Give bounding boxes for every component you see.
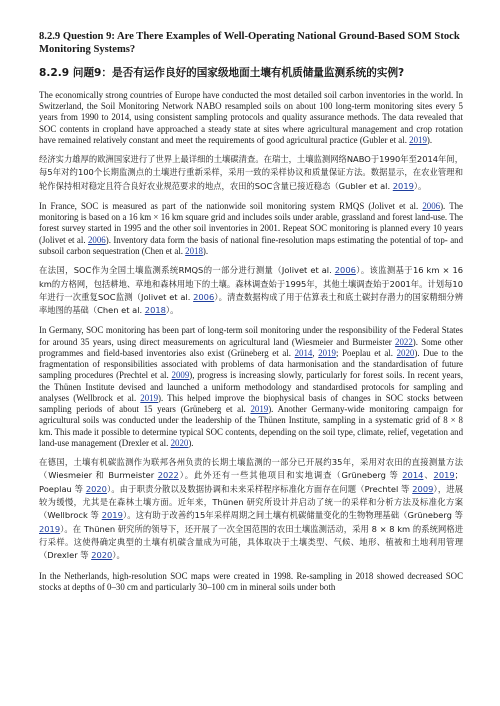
citation-link[interactable]: 2009 xyxy=(171,370,190,381)
paragraph-text: ). Due to the fragmentation of responsibilities associated with problems of data harmonisation and the standardisation of future sampling procedures (Prechtel et al. xyxy=(39,347,463,381)
paragraph-text: ). Some other programmes and field-based inventories also exist (Grüneberg et al. xyxy=(39,336,463,358)
section-heading-chinese: 8.2.9 问题9：是否有运作良好的国家级地面土壤有机质储量监测系统的实例? xyxy=(39,66,405,79)
paragraph-text: 经济实力雄厚的欧洲国家进行了世界上最详细的土壤碳清查。在瑞士，土壤监测网络NABO于1990年至2014年间，每5年对约100个长期监测点的土壤进行重新采样，采用一致的采样协议和质量保证方法。数据显示，在农业管理和轮作保持相对稳定且符合良好农业规范要求的地点，农田的SOC含量已接近稳态（Gubler et al. xyxy=(39,154,463,191)
citation-link[interactable]: 2014 xyxy=(294,347,313,358)
citation-link[interactable]: 2020 xyxy=(85,483,107,494)
paragraph-france-en xyxy=(39,201,463,257)
citation-link[interactable]: 2020 xyxy=(91,550,113,561)
paragraph-france-zh xyxy=(39,264,463,317)
citation-link[interactable]: 2018 xyxy=(144,305,166,316)
citation-link[interactable]: 2006 xyxy=(422,200,441,211)
paragraph-text: ). Another Germany-wide monitoring campaign for agricultural soils was conducted under the leadership of the Thünen Institute, sampling in a systematic grid of 8 × 8 km. This made it possible to determine typical SOC contents, depending on the soil type, climate, relief, vegetation and land-use management (Drexler et al. xyxy=(39,404,464,448)
paragraph-text: In Germany, SOC monitoring has been part of long-term soil monitoring under the responsibility of the Federal States for around 35 years, using direct measurements on agricultural land (Wiesmeier and Burmeister xyxy=(39,325,463,347)
paragraph-germany-en xyxy=(39,325,463,449)
paragraph-text: ）。在 Thünen 研究所的领导下，还开展了一次全国范围的农田土壤监测活动，采用 8 × 8 km 的系统网格进行采样。这使得确定典型的土壤有机碳含量成为可能，具体取决于土壤类型、气候、地形、植被和土地利用管理（Drexler 等 xyxy=(39,523,463,561)
section-heading-english: 8.2.9 Question 9: Are There Examples of Well-Operating National Ground-Based SOM Stock Monitoring Systems? xyxy=(39,31,460,56)
paragraph-text: ). xyxy=(202,245,209,256)
citation-link[interactable]: 2019 xyxy=(39,523,61,534)
citation-link[interactable]: 2022 xyxy=(395,336,413,347)
paragraph-text: ）。 xyxy=(413,180,427,191)
paragraph-text: ). This helped improve the biophysical basis of changes in SOC stocks between sampling periods of about 15 years (Grüneberg et al. xyxy=(39,392,463,415)
citation-link[interactable]: 2019 xyxy=(250,404,269,415)
paragraph-text: ）。由于职责分散以及数据协调和未来采样程序标准化方面存在问题（Prechtel 等 xyxy=(106,483,413,494)
citation-link[interactable]: 2019 xyxy=(101,510,123,521)
citation-link[interactable]: 2018 xyxy=(185,245,203,256)
paragraph-text: In the Netherlands, high-resolution SOC maps were created in 1998. Re-sampling in 2018 showed decreased SOC stocks at depths of 0–30 cm and particularly 30–100 cm in mineral soils under both xyxy=(39,570,463,592)
paragraph-text: ; Poeplau et al. xyxy=(335,347,397,358)
citation-link[interactable]: 2009 xyxy=(412,483,434,494)
paragraph-switzerland-en xyxy=(39,90,463,146)
paragraph-germany-zh xyxy=(39,456,463,562)
paragraph-text: ）。清查数据构成了用于估算表土和底土碳封存潜力的国家精细分辨率地图的基础（Chen et al. xyxy=(39,291,463,316)
paragraph-text: , xyxy=(312,347,319,358)
paragraph-text: ）。 xyxy=(165,305,179,316)
citation-link[interactable]: 2019 xyxy=(433,470,455,481)
paragraph-text: 、 xyxy=(423,470,434,481)
citation-link[interactable]: 2020 xyxy=(170,437,189,448)
paragraph-text: ）。 xyxy=(112,550,125,561)
paragraph-text: 在法国，SOC作为全国土壤监测系统RMQS的一部分进行测量（Jolivet et al. xyxy=(39,265,335,276)
paragraph-text: ). The monitoring is based on a 16 km × 16 km square grid and includes soils under arable, grassland and forest land-use. The forest survey started in 1995 and the other soil inventories in 2001. Repeat SOC monitoring is planned every 10 years (Jolivet et al. xyxy=(39,200,463,245)
paragraph-text: ). Inventory data form the basis of national fine-resolution maps estimating the potential of top- and subsoil carbon sequestration (Chen et al. xyxy=(39,234,464,256)
paragraph-text: The economically strong countries of Europe have conducted the most detailed soil carbon inventories in the world. In Switzerland, the Soil Monitoring Network NABO resampled soils on about 100 long-term monitoring sites every 5 years from 1990 to 2014, using consistent sampling protocols and quality assurance methods. The data revealed that SOC contents in cropland have approached a steady state at sites where agricultural management and crop rotation have remained relatively constant and meet the requirements of good agricultural practice (Gubler et al. xyxy=(39,89,463,145)
paragraph-text: 在德国，土壤有机碳监测作为联邦各州负责的长期土壤监测的一部分已开展约35年，采用对农田的直接测量方法（Wiesmeier 和 Burmeister xyxy=(39,457,463,481)
citation-link[interactable]: 2020 xyxy=(396,347,415,358)
paragraph-text: ). xyxy=(188,437,194,448)
citation-link[interactable]: 2014 xyxy=(402,470,424,481)
citation-link[interactable]: 2019 xyxy=(392,180,414,191)
citation-link[interactable]: 2006 xyxy=(193,291,215,302)
citation-link[interactable]: 2022 xyxy=(157,470,179,481)
citation-link[interactable]: 2006 xyxy=(87,234,106,245)
paragraph-text: ), progress is increasing slowly, particularly for forest soils. In recent years, the Thünen Institute devised and launched a uniform methodology and standardised protocols for sampling and analyses (Wellbrock et al. xyxy=(39,370,463,403)
paragraph-netherlands-en xyxy=(39,571,463,594)
paragraph-text: ）。这有助于改善约15年采样周期之间土壤有机碳储量变化的生物物理基础（Grüneberg 等 xyxy=(122,510,463,521)
paragraph-text: ；Poeplau 等 xyxy=(39,470,463,494)
paragraph-text: ），进展较为缓慢，尤其是在森林土壤方面。近年来，Thünen 研究所设计并启动了统一的采样和分析方法及标准化方案（Wellbrock 等 xyxy=(39,483,464,521)
paragraph-text: ）。该监测基于16 km × 16 km的方格网，包括耕地、草地和森林用地下的土壤。森林调查始于1995年，其他土壤调查始于2001年。计划每10年进行一次重复SOC监测（Jolivet et al. xyxy=(39,265,463,302)
paragraph-switzerland-zh xyxy=(39,153,463,193)
citation-link[interactable]: 2006 xyxy=(334,265,356,276)
paragraph-text: ）。此外还有一些其他项目和实地调查（Grüneberg 等 xyxy=(178,470,403,481)
page-content xyxy=(39,30,463,600)
citation-link[interactable]: 2019 xyxy=(409,134,427,145)
paragraph-text: ). xyxy=(426,134,433,145)
citation-link[interactable]: 2019 xyxy=(318,347,336,358)
citation-link[interactable]: 2019 xyxy=(140,392,159,403)
paragraph-text: In France, SOC is measured as part of the nationwide soil monitoring system RMQS (Jolivet et al. xyxy=(39,200,423,211)
